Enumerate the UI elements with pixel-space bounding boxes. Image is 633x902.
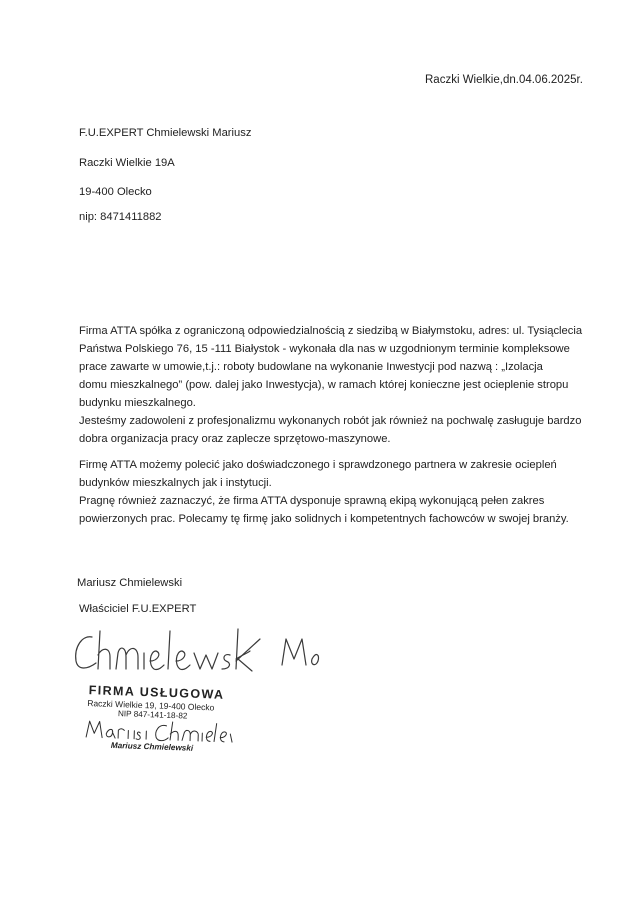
letter-date: Raczki Wielkie,dn.04.06.2025r. (425, 74, 583, 86)
body-line: domu mieszkalnego” (pow. dalej jako Inwestycja), w ramach której konieczne jest ocieplenie stropu (79, 379, 569, 391)
stamp-handwritten-signature (84, 715, 235, 746)
company-stamp (83, 683, 236, 768)
stamp-owner-name: Mariusz Chmielewski (110, 740, 194, 753)
signatory-name: Mariusz Chmielewski (77, 577, 183, 589)
recipient-company: F.U.EXPERT Chmielewski Mariusz (79, 127, 252, 139)
body-line: powierzonych prac. Polecamy tę firmę jako solidnych i kompetentnych fachowców w swojej branży. (79, 513, 569, 525)
letter-body (79, 322, 599, 528)
paragraph-gap (79, 448, 599, 456)
body-line: budynków mieszkalnych jak i instytucji. (79, 477, 272, 489)
stamp-address: Raczki Wielkie 19, 19-400 Olecko (87, 698, 215, 713)
body-line: Pragnę również zaznaczyć, że firma ATTA dysponuje sprawną ekipą wykonującą pełen zakres (79, 495, 545, 507)
recipient-street: Raczki Wielkie 19A (79, 157, 175, 169)
stamp-nip: NIP 847-141-18-82 (117, 709, 188, 721)
body-line: Państwa Polskiego 76, 15 -111 Białystok - wykonała dla nas w uzgodnionym terminie kompleksowe (79, 343, 570, 355)
body-line: budynku mieszkalnego. (79, 397, 196, 409)
body-line: prace zawarte w umowie,t.j.: roboty budowlane na wykonanie Inwestycji pod nazwą : „Izolacja (79, 361, 543, 373)
signatory-title: Właściciel F.U.EXPERT (79, 603, 197, 615)
recipient-postal-city: 19-400 Olecko (79, 186, 152, 198)
body-line: dobra organizacja pracy oraz zaplecze sprzętowo-maszynowe. (79, 433, 391, 445)
handwritten-signature (70, 625, 320, 675)
body-line: Jesteśmy zadowoleni z profesjonalizmu wykonanych robót jak również na pochwalę zasługuje bardzo (79, 415, 582, 427)
body-line: Firmę ATTA możemy polecić jako doświadczonego i sprawdzonego partnera w zakresie ociepleń (79, 459, 557, 471)
body-line: Firma ATTA spółka z ograniczoną odpowiedzialnością z siedzibą w Białymstoku, adres: ul. Tysiąclecia (79, 325, 583, 337)
stamp-company-type: FIRMA USŁUGOWA (88, 683, 225, 702)
recipient-nip: nip: 8471411882 (79, 211, 162, 223)
